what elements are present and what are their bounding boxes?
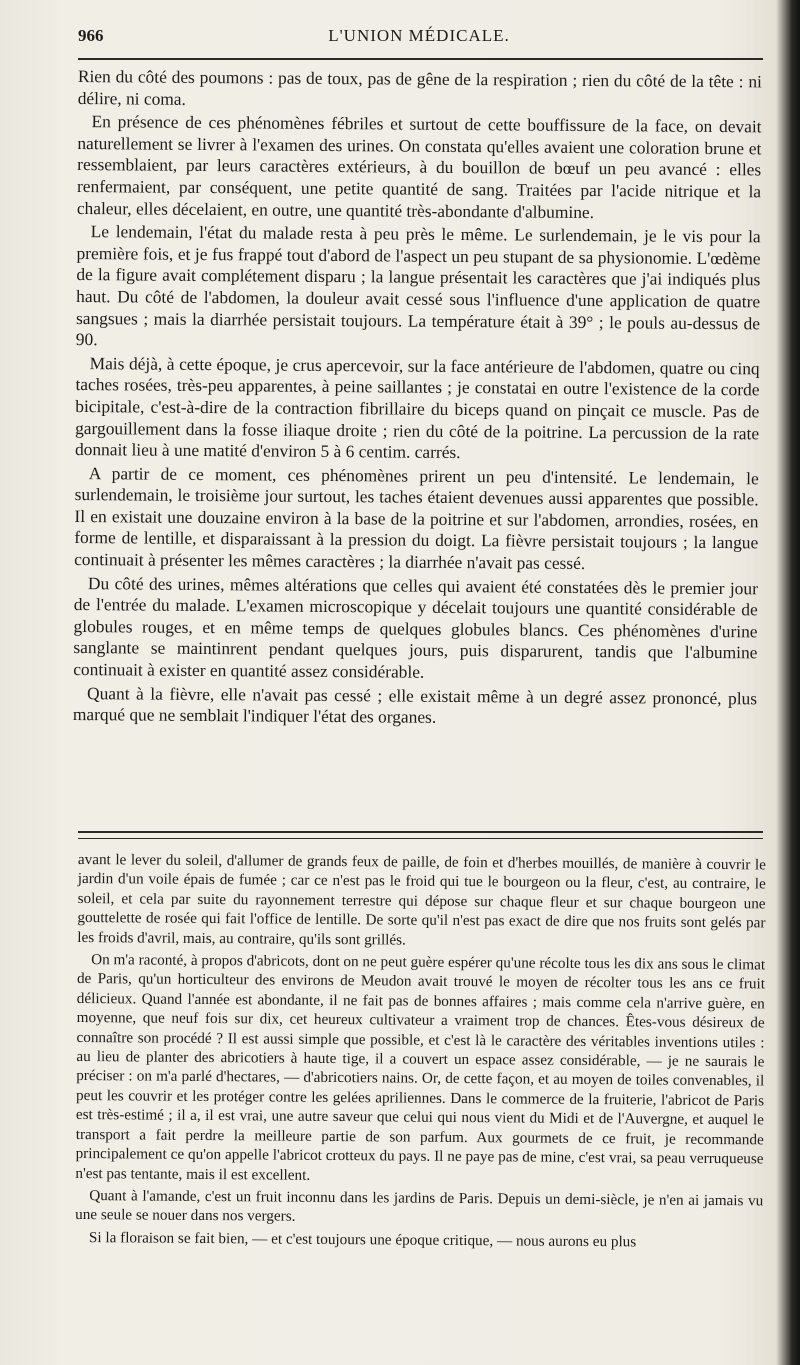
feuilleton-paragraph: avant le lever du soleil, d'allumer de grands feux de paille, de foin et d'herbes mouillés, de manière à couvrir le jardin d'un voile épais de fumée ; car ce n'est pas le froid qui tue le bourgeon ou la fleur, c'est, au contraire, le soleil, et cela par suite du rayonnement terrestre qui dépose sur chaque fleur et sur chaque bourgeon une gouttelette de rosée qui fait l'office de lentille. De sorte qu'il n'est pas exact de dire que nos fruits sont gelés par les froids d'avril, mais, au contraire, qu'ils sont grillés. [77,850,766,949]
article-paragraph: Mais déjà, à cette époque, je crus apercevoir, sur la face antérieure de l'abdomen, quatre ou cinq taches rosées, très-peu apparentes, à peine saillantes ; je constatai en outre l'existence de la corde bicipitale, c'est-à-dire de la contraction fibrillaire du biceps quand on pinçait ce muscle. Pas de gargouillement dans la fosse iliaque droite ; rien du côté de la poitrine. La percussion de la rate donnait lieu à une matité d'environ 5 à 6 centim. carrés. [74,352,760,463]
feuilleton-body [75,850,766,1256]
feuilleton-separator [78,831,763,839]
feuilleton-paragraph: On m'a raconté, à propos d'abricots, dont on ne peut guère espérer qu'une récolte tous les dix ans sous le climat de Paris, qu'un horticulteur des environs de Meudon avait trouvé le moyen de récolter tous les ans ce fruit délicieux. Quand l'année est abondante, il ne fait pas de bonnes affaires ; mais comme cela n'arrive guère, en moyenne, que neuf fois sur dix, cet heureux cultivateur a vraiment trop de chances. Êtes-vous désireux de connaître son procédé ? Il est aussi simple que possible, et c'est là le caractère des véritables inventions utiles : au lieu de planter des abricotiers à haute tige, il a couvert un espace assez considérable, — je ne saurais le préciser : on m'a parlé d'hectares, — d'abricotiers nains. Or, de cette façon, et au moyen de toiles convenables, il peut les couvrir et les protéger contre les gelées apriliennes. Dans le commerce de la fruiterie, l'abricot de Paris est très-estimé ; il a, il est vrai, une autre saveur que celui qui nous vient du Midi et de l'Auvergne, et auquel le transport a fait perdre la meilleure partie de son parfum. Aux gourmets de ce fruit, je recommande principalement ce qu'on appelle l'abricot crotteux du pays. Il ne paye pas de mine, c'est vrai, sa peau verruqueuse n'est pas tentante, mais il est excellent. [75,951,766,1184]
feuilleton-paragraph: Si la floraison se fait bien, — et c'est toujours une époque critique, — nous aurons eu plus [88,1228,637,1251]
article-paragraph: En présence de ces phénomènes fébriles et surtout de cette bouffissure de la face, on devait naturellement se livrer à l'examen des urines. On constata qu'elles avaient une coloration brune et ressemblaient, par leurs caractères extérieurs, à du bouillon de bœuf un peu avancé : elles renfermaient, par conséquent, une petite quantité de sang. Traitées par l'acide nitrique et la chaleur, elles décelaient, en outre, une quantité très-abondante d'albumine. [76,111,762,222]
running-title: L'UNION MÉDICALE. [328,26,510,45]
article-paragraph: Du côté des urines, mêmes altérations que celles qui avaient été constatées dès le premier jour de l'entrée du malade. L'examen microscopique y décelait toujours une quantité considérable de globules rouges, et en même temps de quelques globules blancs. Ces phénomènes d'urine sanglante se maintinrent pendant quelques jours, puis disparurent, tandis que l'albumine continuait à exister en quantité assez considérable. [73,572,758,682]
article-paragraph: Rien du côté des poumons : pas de toux, pas de gêne de la respiration ; rien du côté de la tête : ni délire, ni coma. [77,66,762,109]
page-header [78,26,760,54]
article-paragraph: Le lendemain, l'état du malade resta à peu près le même. Le surlendemain, je le vis pour la première fois, et je fus frappé tout d'abord de l'aspect un peu stupant de sa physionomie. L'œdème de la figure avait complétement disparu ; la langue présentait les caractères que j'ai indiqués plus haut. Du côté de l'abdomen, la douleur avait cessé sous l'influence d'une application de quatre sangsues ; mais la diarrhée persistait toujours. La température était à 39° ; le pouls au-dessus de 90. [75,221,761,350]
feuilleton-paragraph: Quant à l'amande, c'est un fruit inconnu dans les jardins de Paris. Depuis un demi-siècle, je n'en ai jamais vu une seule se nouer dans nos vergers. [75,1187,764,1226]
page-number: 966 [78,26,104,45]
article-paragraph: A partir de ce moment, ces phénomènes prirent un peu d'intensité. Le lendemain, le surlendemain, le troisième jour surtout, les taches étaient devenues aussi apparentes que possible. Il en existait une douzaine environ à la base de la poitrine et sur l'abdomen, arrondies, rosées, en forme de lentille, et disparaissant à la pression du doigt. La fièvre persistait toujours ; la langue continuait à présenter les mêmes caractères ; la diarrhée n'avait pas cessé. [74,462,759,574]
article-paragraph: Quant à la fièvre, elle n'avait pas cessé ; elle existait même à un degré assez prononcé, plus marqué que ne semblait l'indiquer l'état des organes. [72,682,758,728]
header-rule [78,58,763,60]
article-body [73,66,762,733]
